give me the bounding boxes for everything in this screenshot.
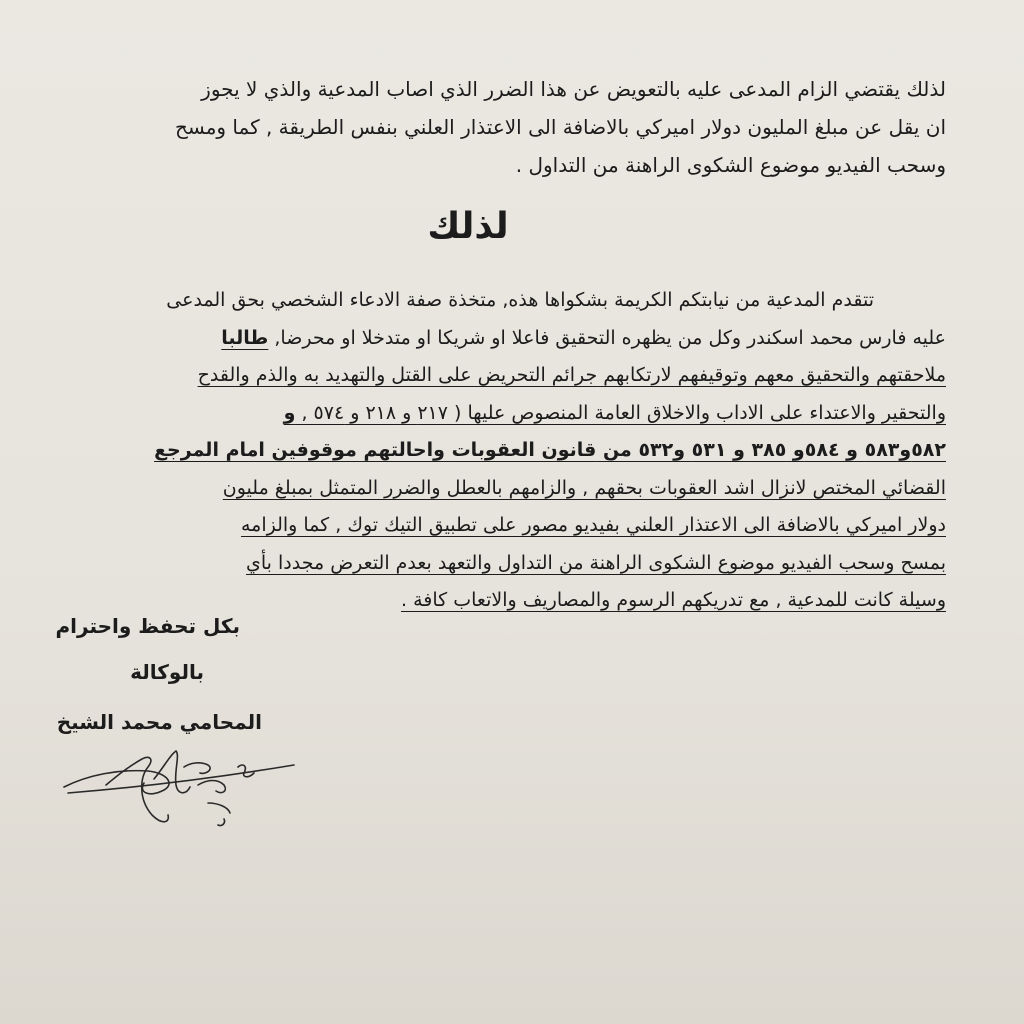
handwritten-signature xyxy=(58,745,298,845)
intro-paragraph xyxy=(66,70,946,184)
body-text-run: واحالتهم موقوفين امام المرجع xyxy=(154,439,452,461)
body-line xyxy=(66,395,946,433)
body-text-run-underlined: جرائم التحريض على القتل والتهديد به والذم والقدح xyxy=(197,364,598,386)
body-text-run: ملاحقتهم والتحقيق معهم وتوقيفهم لارتكابهم xyxy=(597,364,946,386)
body-line xyxy=(66,320,946,358)
lawyer-name: المحامي محمد الشيخ xyxy=(56,710,262,734)
body-text-run: والتحقير والاعتداء على الاداب والاخلاق العامة المنصوص عليها ( ٢١٧ و ٢١٨ و ٥٧٤ , xyxy=(295,401,946,424)
body-text-run-underlined: وسيلة كانت للمدعية xyxy=(787,589,946,611)
body-text-run-emphasis: طالبا xyxy=(221,326,269,349)
body-text-run: ٥٨٢و٥٨٣ و ٥٨٤و ٣٨٥ و ٥٣١ و٥٣٢ من xyxy=(596,439,946,461)
closing-by-proxy: بالوكالة xyxy=(130,660,204,684)
intro-line: ان يقل عن مبلغ المليون دولار اميركي بالاضافة الى الاعتذار العلني بنفس الطريقة , كما ومسح xyxy=(174,115,946,139)
request-paragraph xyxy=(66,282,946,620)
closing-regards: بكل تحفظ واحترام xyxy=(55,614,240,638)
section-heading: لذلك xyxy=(427,206,509,247)
body-line xyxy=(66,432,946,470)
body-line xyxy=(66,357,946,395)
body-line: بمسح وسحب الفيديو موضوع الشكوى الراهنة من التداول والتعهد بعدم التعرض مجددا بأي xyxy=(246,551,946,574)
body-line: القضائي المختص لانزال اشد العقوبات بحقهم , والزامهم بالعطل والضرر المتمثل بمبلغ مليون xyxy=(222,476,946,499)
body-text-run: , مع تدريكهم الرسوم والمصاريف والاتعاب كافة . xyxy=(401,589,788,611)
body-text-run: عليه فارس محمد اسكندر وكل من يظهره التحقيق فاعلا او شريكا او متدخلا او محرضا, xyxy=(268,326,946,349)
body-text-run-emphasis: و xyxy=(283,401,296,424)
body-line: دولار اميركي بالاضافة الى الاعتذار العلني بفيديو مصور على تطبيق التيك توك , كما والزامه xyxy=(240,514,946,536)
intro-line: لذلك يقتضي الزام المدعى عليه بالتعويض عن هذا الضرر الذي اصاب المدعية والذي لا يجوز xyxy=(201,77,946,101)
intro-line: وسحب الفيديو موضوع الشكوى الراهنة من التداول . xyxy=(515,153,946,177)
body-line: تتقدم المدعية من نيابتكم الكريمة بشكواها هذه, متخذة صفة الادعاء الشخصي بحق المدعى xyxy=(166,289,874,311)
body-text-run-law: قانون العقوبات xyxy=(451,439,597,461)
